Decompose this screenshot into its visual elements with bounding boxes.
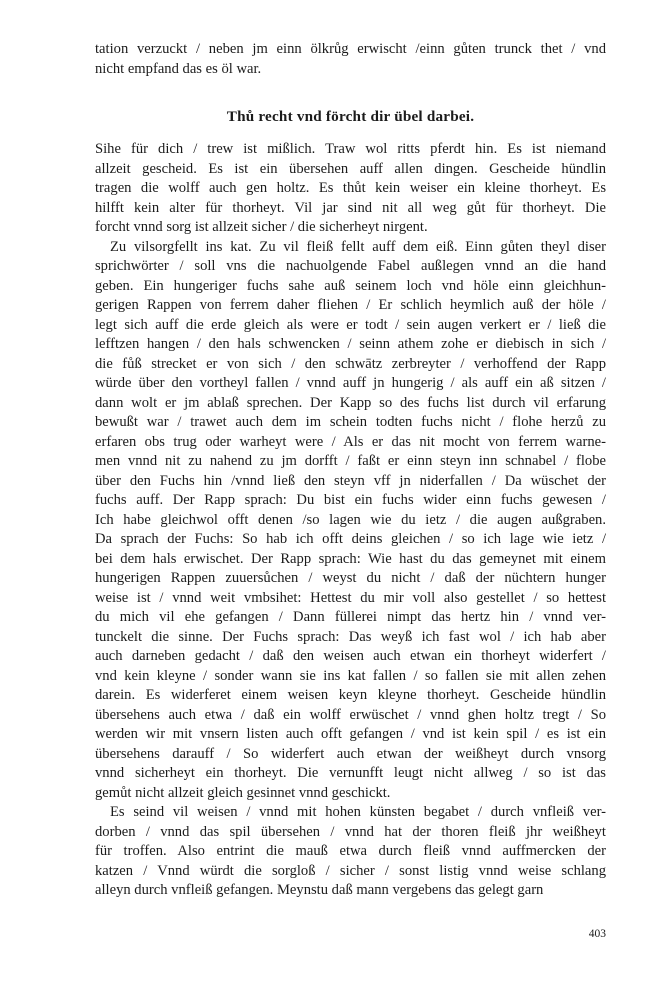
text-line: allzeit gescheid. Es ist ein übersehen auff allen dingen. Gescheide hündlin	[95, 160, 606, 177]
text-line: Es seind vil weisen / vnnd mit hohen künsten begabet / durch vnfleiß ver-	[110, 804, 606, 820]
text-line: geben. Ein hungeriger fuchs sahe auß seinem loch vnd höle einn gleichhun-	[95, 277, 606, 294]
text-line: dorben / vnnd das spil übersehen / vnnd hat der thoren fleiß jhr weißheyt	[95, 823, 606, 840]
text-line: hungerigen Rappen zuuersůchen / weyst du nicht / daß der nüchtern hunger	[95, 570, 606, 586]
text-line: forcht vnnd sorg ist allzeit sicher / die sicherheyt nirgent.	[95, 219, 428, 235]
continuation-paragraph	[95, 40, 606, 79]
text-column	[95, 40, 606, 901]
text-line: Ich habe gleichwol offt denen /so lagen wie du ietz / die augen außgraben.	[95, 511, 606, 528]
text-line: sprichwörter / soll vns die nachuolgende Fabel außlegen vnnd an die hand	[95, 258, 606, 274]
text-line: die fůß strecket er von sich / den schwātz zerbreyter / verhoffend der Rapp	[95, 355, 606, 372]
text-line: Sihe für dich / trew ist mißlich. Traw wol ritts pferdt hin. Es ist niemand	[95, 141, 606, 157]
paragraph-moral	[95, 803, 606, 901]
text-line: gemůt nicht allzeit gleich gesinnet vnnd geschickt.	[95, 784, 391, 801]
text-line: vnd kein kleyne / sonder wann sie ins kat fallen / so fallen sie mit allen zehen	[95, 667, 606, 684]
text-line: Da sprach der Fuchs: So hab ich offt deins gleichen / so ich lage wie ietz /	[95, 531, 606, 547]
text-line: darein. Es widerferet einem weisen keyn kleyne thorheyt. Gescheide hündlin	[95, 687, 606, 703]
text-line: über den Fuchs hin /vnnd ließ den steyn vff jn niderfallen / Da wüschet der	[95, 472, 606, 489]
page-number: 403	[588, 928, 606, 940]
text-line: alleyn durch vnfleiß gefangen. Meynstu daß mann vergebens das gelegt garn	[95, 882, 544, 898]
text-line: bewußt war / trawet auch dem im schein todten fuchs nicht / flohe herzů zu	[95, 414, 606, 430]
text-line: werden wir mit vnsern listen auch offt gefangen / vnd ist kein spil / es ist ein	[95, 726, 606, 742]
text-line: Zu vilsorgfellt ins kat. Zu vil fleiß fellt auff dem eiß. Einn gůten theyl diser	[110, 238, 606, 255]
section-heading: Thů recht vnd förcht dir übel darbei.	[226, 108, 475, 125]
text-line: katzen / Vnnd würdt die sorgloß / sicher / sonst listig vnnd weise schlang	[95, 862, 606, 879]
text-line: gerigen Rappen von ferrem daher fliehen / Er schlich heymlich auß der höle /	[95, 297, 606, 313]
text-line: auch darneben gedacht / daß den weisen auch etwan ein thorheyt widerfert /	[95, 648, 606, 664]
text-line: nicht empfand das es öl war.	[95, 60, 262, 77]
text-line: tation verzuckt / neben jm einn ölkrůg erwischt /einn gůten trunck thet / vnd	[95, 41, 606, 57]
text-line: für troffen. Also entrint die mauß etwa durch fleiß vnnd auffmercken der	[95, 843, 606, 859]
text-line: legt sich auff die erde gleich als were er todt / sein augen verkert er / ließ die	[95, 316, 606, 333]
paragraph-fable	[95, 238, 606, 804]
text-line: weise ist / vnnd weit vmbsihet: Hettest du mir voll also gestellet / so hettest	[95, 589, 606, 606]
text-line: lefftzen hangen / den hals schwencken / seinn athem zohe er diebisch in sich /	[95, 336, 606, 352]
text-line: übersehens auch etwa / daß ein wolff erwüschet / vnnd ghen holtz tregt / So	[95, 706, 606, 723]
text-line: vnnd sicherheyt ein thorheyt. Die vernunfft leugt nicht allweg / so ist das	[95, 765, 606, 781]
text-line: hilfft kein alter für thorheyt. Vil jar sind nit all weg gůt für thorheyt. Die	[95, 199, 606, 216]
text-line: würde über den vortheyl fallen / vnnd auff jn hungerig / als auff ein aß sitzen /	[95, 375, 606, 391]
text-line: men vnnd nit zu nahend zu jm dorfft / faßt er einn steyn inn schnabel / flobe	[95, 453, 606, 469]
text-line: übersehens darauff / So widerfert auch etwan der weißheyt durch vnsorg	[95, 745, 606, 762]
text-line: erfaren obs trug oder warheyt were / Als er das nit mocht von ferrem warne-	[95, 433, 606, 450]
text-line: bei dem hals erwischet. Der Rapp sprach: Wie hast du das gemeynet mit einem	[95, 550, 606, 567]
text-line: tunckelt die sinne. Der Fuchs sprach: Das weyß ich fast wol / ich hab aber	[95, 628, 606, 645]
paragraph-proverbs	[95, 140, 606, 238]
text-line: du mich vil ehe gefangen / Dann füllerei nimpt das hertz hin / vnnd ver-	[95, 609, 606, 625]
text-line: fuchs auff. Der Rapp sprach: Du bist ein fuchs wider einn fuchs gewesen /	[95, 492, 606, 508]
text-line: tragen die wolff auch gen holtz. Es thůt kein weiser ein kleine thorheyt. Es	[95, 180, 606, 196]
text-line: dann wolt er jm ablaß sprechen. Der Kapp so des fuchs list durch vil erfarung	[95, 394, 606, 411]
